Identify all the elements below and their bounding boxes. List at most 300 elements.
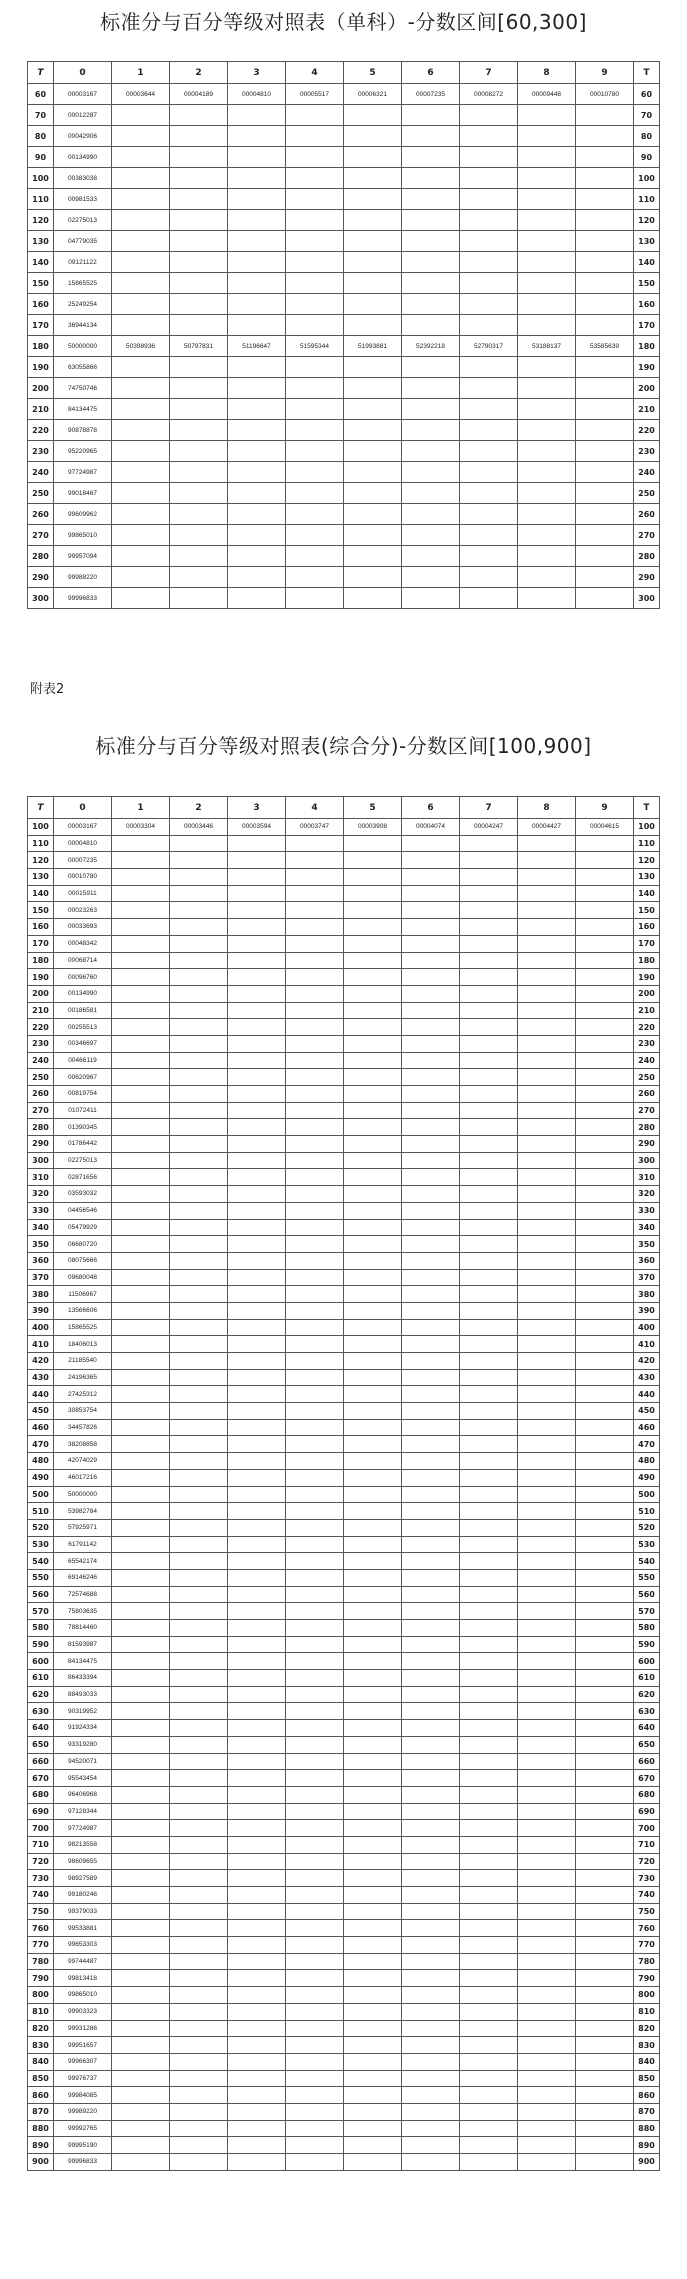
percentile-cell: [111, 2137, 169, 2154]
percentile-cell: 00004189: [169, 84, 227, 105]
percentile-cell: [343, 1536, 401, 1553]
percentile-cell: [343, 1186, 401, 1203]
percentile-cell: [227, 935, 285, 952]
row-score-label-right: 500: [633, 1486, 659, 1503]
percentile-cell: [343, 885, 401, 902]
percentile-cell: [343, 1920, 401, 1937]
percentile-cell: [111, 1169, 169, 1186]
row-score-label: 480: [28, 1453, 54, 1470]
percentile-cell: [343, 189, 401, 210]
row-score-label-right: 520: [633, 1519, 659, 1536]
percentile-cell: [227, 1469, 285, 1486]
percentile-cell: [343, 1319, 401, 1336]
percentile-cell: [227, 1770, 285, 1787]
percentile-cell: [459, 1636, 517, 1653]
row-score-label-right: 600: [633, 1653, 659, 1670]
percentile-cell: [227, 1236, 285, 1253]
row-score-label: 300: [28, 1152, 54, 1169]
row-score-label: 540: [28, 1553, 54, 1570]
percentile-cell: [401, 420, 459, 441]
table-title-single-subject: 标准分与百分等级对照表（单科）-分数区间[60,300]: [100, 10, 587, 34]
percentile-cell: [575, 1836, 633, 1853]
percentile-cell: [227, 1786, 285, 1803]
percentile-cell: [169, 2037, 227, 2054]
row-score-label: 580: [28, 1620, 54, 1637]
percentile-cell: [111, 1903, 169, 1920]
percentile-cell: [401, 1369, 459, 1386]
row-score-label: 260: [28, 504, 54, 525]
percentile-cell: [169, 1536, 227, 1553]
row-score-label-right: 190: [633, 969, 659, 986]
row-score-label-right: 260: [633, 504, 659, 525]
percentile-cell: [459, 1252, 517, 1269]
percentile-cell: [343, 1770, 401, 1787]
percentile-cell: [343, 357, 401, 378]
percentile-cell: 65542174: [53, 1553, 111, 1570]
percentile-cell: [169, 1603, 227, 1620]
row-score-label: 280: [28, 1119, 54, 1136]
percentile-cell: [343, 1887, 401, 1904]
table-row: [28, 2137, 660, 2154]
table-row: [28, 1186, 660, 1203]
percentile-cell: [459, 1937, 517, 1954]
percentile-cell: [459, 1236, 517, 1253]
table-row: [28, 1136, 660, 1153]
percentile-cell: [517, 2120, 575, 2137]
table-row: [28, 378, 660, 399]
percentile-cell: [343, 1987, 401, 2004]
percentile-cell: [343, 483, 401, 504]
percentile-cell: [517, 1770, 575, 1787]
percentile-cell: [111, 869, 169, 886]
percentile-cell: [459, 462, 517, 483]
percentile-cell: [517, 1887, 575, 1904]
row-score-label: 690: [28, 1803, 54, 1820]
percentile-cell: [343, 420, 401, 441]
percentile-cell: [285, 1286, 343, 1303]
percentile-cell: [575, 902, 633, 919]
percentile-cell: 00033693: [53, 919, 111, 936]
row-score-label: 300: [28, 588, 54, 609]
percentile-cell: [401, 1035, 459, 1052]
percentile-cell: [575, 869, 633, 886]
percentile-cell: 00015911: [53, 885, 111, 902]
percentile-cell: [459, 420, 517, 441]
percentile-cell: [111, 1086, 169, 1103]
percentile-cell: [169, 835, 227, 852]
row-score-label-right: 160: [633, 919, 659, 936]
percentile-cell: [227, 168, 285, 189]
percentile-cell: [459, 1436, 517, 1453]
percentile-cell: [285, 1252, 343, 1269]
percentile-cell: [517, 1119, 575, 1136]
percentile-cell: [575, 919, 633, 936]
percentile-cell: [227, 1836, 285, 1853]
percentile-cell: [401, 1486, 459, 1503]
table-row: [28, 1286, 660, 1303]
table-row: [28, 399, 660, 420]
percentile-cell: 99951657: [53, 2037, 111, 2054]
percentile-cell: [169, 1853, 227, 1870]
percentile-cell: [111, 1720, 169, 1737]
percentile-cell: [517, 1569, 575, 1586]
percentile-cell: [401, 969, 459, 986]
percentile-cell: [227, 1703, 285, 1720]
percentile-cell: [517, 1219, 575, 1236]
percentile-cell: [517, 1302, 575, 1319]
percentile-cell: [401, 357, 459, 378]
percentile-cell: [517, 252, 575, 273]
percentile-cell: [111, 1920, 169, 1937]
percentile-cell: [111, 2003, 169, 2020]
table-body: [28, 819, 660, 2171]
percentile-cell: [517, 1920, 575, 1937]
percentile-cell: [169, 1887, 227, 1904]
percentile-cell: [401, 1136, 459, 1153]
percentile-cell: [227, 1620, 285, 1637]
percentile-cell: [285, 1353, 343, 1370]
row-score-label: 500: [28, 1486, 54, 1503]
percentile-cell: [459, 1903, 517, 1920]
percentile-cell: [401, 1436, 459, 1453]
percentile-cell: 00255513: [53, 1019, 111, 1036]
percentile-cell: [169, 1169, 227, 1186]
row-score-label-right: 880: [633, 2120, 659, 2137]
percentile-cell: [517, 1703, 575, 1720]
row-score-label: 90: [28, 147, 54, 168]
percentile-cell: [517, 1620, 575, 1637]
row-score-label: 880: [28, 2120, 54, 2137]
percentile-cell: [575, 1403, 633, 1420]
percentile-cell: [111, 1853, 169, 1870]
percentile-cell: [517, 2020, 575, 2037]
percentile-cell: [517, 1469, 575, 1486]
percentile-cell: 00003594: [227, 819, 285, 836]
percentile-cell: [285, 2070, 343, 2087]
percentile-cell: [227, 2053, 285, 2070]
percentile-cell: [169, 1386, 227, 1403]
percentile-cell: [169, 378, 227, 399]
percentile-cell: 99988220: [53, 567, 111, 588]
percentile-cell: [575, 2053, 633, 2070]
percentile-cell: [517, 357, 575, 378]
percentile-cell: [575, 1302, 633, 1319]
percentile-cell: [575, 1887, 633, 1904]
percentile-cell: [401, 525, 459, 546]
percentile-cell: [343, 1369, 401, 1386]
percentile-cell: [169, 420, 227, 441]
row-score-label: 440: [28, 1386, 54, 1403]
percentile-cell: [459, 1102, 517, 1119]
table-row: [28, 567, 660, 588]
percentile-cell: [517, 1086, 575, 1103]
percentile-cell: [459, 1853, 517, 1870]
percentile-cell: [459, 2087, 517, 2104]
table-row: [28, 1603, 660, 1620]
table-row: [28, 985, 660, 1002]
percentile-cell: [285, 935, 343, 952]
table-row: [28, 420, 660, 441]
percentile-cell: [517, 420, 575, 441]
row-score-label: 170: [28, 935, 54, 952]
percentile-cell: 98213558: [53, 1836, 111, 1853]
percentile-cell: [517, 1286, 575, 1303]
percentile-cell: [517, 1937, 575, 1954]
percentile-cell: [575, 2037, 633, 2054]
percentile-cell: [111, 1753, 169, 1770]
percentile-cell: [517, 1252, 575, 1269]
percentile-cell: [575, 1953, 633, 1970]
row-score-label-right: 400: [633, 1319, 659, 1336]
table-row: [28, 885, 660, 902]
percentile-cell: [401, 1937, 459, 1954]
header-t: T: [28, 797, 54, 819]
percentile-cell: [517, 1636, 575, 1653]
row-score-label: 100: [28, 168, 54, 189]
row-score-label-right: 360: [633, 1252, 659, 1269]
percentile-cell: [285, 1519, 343, 1536]
row-score-label: 250: [28, 1069, 54, 1086]
percentile-cell: [227, 399, 285, 420]
percentile-cell: 00346697: [53, 1035, 111, 1052]
percentile-cell: 99984085: [53, 2087, 111, 2104]
percentile-cell: [343, 1386, 401, 1403]
row-score-label-right: 550: [633, 1569, 659, 1586]
percentile-cell: [459, 294, 517, 315]
percentile-cell: [459, 969, 517, 986]
percentile-cell: [575, 1186, 633, 1203]
percentile-cell: [285, 1086, 343, 1103]
percentile-cell: [401, 1002, 459, 1019]
percentile-cell: [459, 1920, 517, 1937]
percentile-cell: 97128344: [53, 1803, 111, 1820]
percentile-cell: [111, 441, 169, 462]
percentile-cell: [169, 1136, 227, 1153]
percentile-cell: [169, 210, 227, 231]
percentile-cell: 84134475: [53, 1653, 111, 1670]
percentile-cell: [517, 1553, 575, 1570]
percentile-cell: [169, 1369, 227, 1386]
row-score-label-right: 210: [633, 1002, 659, 1019]
percentile-cell: [227, 1636, 285, 1653]
percentile-cell: [169, 2020, 227, 2037]
percentile-cell: 99653303: [53, 1937, 111, 1954]
percentile-cell: [227, 1686, 285, 1703]
table-row: [28, 902, 660, 919]
percentile-cell: [285, 147, 343, 168]
percentile-cell: [459, 935, 517, 952]
percentile-cell: [459, 1386, 517, 1403]
table-row: [28, 1503, 660, 1520]
percentile-cell: [343, 1803, 401, 1820]
table-row: [28, 1436, 660, 1453]
percentile-cell: [285, 985, 343, 1002]
percentile-cell: [169, 1803, 227, 1820]
percentile-cell: 61791142: [53, 1536, 111, 1553]
percentile-cell: [401, 2003, 459, 2020]
row-score-label: 840: [28, 2053, 54, 2070]
percentile-cell: [227, 1269, 285, 1286]
percentile-cell: [459, 525, 517, 546]
row-score-label: 340: [28, 1219, 54, 1236]
percentile-cell: [111, 885, 169, 902]
percentile-cell: 51595344: [285, 336, 343, 357]
percentile-cell: [227, 1336, 285, 1353]
percentile-cell: [343, 1035, 401, 1052]
percentile-cell: [285, 252, 343, 273]
percentile-cell: [285, 1319, 343, 1336]
percentile-cell: [227, 588, 285, 609]
percentile-cell: [169, 399, 227, 420]
percentile-cell: [575, 378, 633, 399]
percentile-cell: [401, 2154, 459, 2171]
row-score-label-right: 720: [633, 1853, 659, 1870]
row-score-label: 570: [28, 1603, 54, 1620]
percentile-cell: [517, 1236, 575, 1253]
percentile-cell: [343, 273, 401, 294]
percentile-cell: [517, 168, 575, 189]
row-score-label-right: 140: [633, 885, 659, 902]
table-row: [28, 1803, 660, 1820]
percentile-cell: [169, 2003, 227, 2020]
percentile-cell: [401, 1069, 459, 1086]
table-row: [28, 1169, 660, 1186]
header-digit-9: 9: [575, 62, 633, 84]
percentile-cell: [575, 885, 633, 902]
row-score-label-right: 470: [633, 1436, 659, 1453]
percentile-cell: [459, 1119, 517, 1136]
percentile-cell: [227, 1119, 285, 1136]
percentile-cell: [227, 985, 285, 1002]
percentile-cell: [459, 1887, 517, 1904]
percentile-cell: [459, 2053, 517, 2070]
percentile-cell: [111, 231, 169, 252]
percentile-cell: 09680048: [53, 1269, 111, 1286]
percentile-cell: [517, 1786, 575, 1803]
percentile-cell: [575, 1469, 633, 1486]
percentile-cell: [575, 985, 633, 1002]
percentile-cell: [343, 1870, 401, 1887]
percentile-cell: 00007235: [53, 852, 111, 869]
row-score-label-right: 220: [633, 1019, 659, 1036]
percentile-cell: [227, 1970, 285, 1987]
percentile-cell: [285, 1186, 343, 1203]
percentile-cell: [517, 1720, 575, 1737]
percentile-cell: [111, 935, 169, 952]
table-title-composite: 标准分与百分等级对照表(综合分)-分数区间[100,900]: [95, 734, 592, 758]
row-score-label: 130: [28, 869, 54, 886]
percentile-cell: [343, 2087, 401, 2104]
percentile-cell: 69146246: [53, 1569, 111, 1586]
percentile-cell: [401, 1887, 459, 1904]
row-score-label-right: 580: [633, 1620, 659, 1637]
percentile-cell: [575, 1436, 633, 1453]
percentile-cell: [227, 1603, 285, 1620]
row-score-label-right: 290: [633, 567, 659, 588]
percentile-cell: [401, 885, 459, 902]
percentile-cell: [111, 1319, 169, 1336]
percentile-cell: [517, 852, 575, 869]
percentile-cell: [285, 462, 343, 483]
row-score-label: 700: [28, 1820, 54, 1837]
header-digit-1: 1: [111, 797, 169, 819]
percentile-cell: [401, 1686, 459, 1703]
row-score-label: 560: [28, 1586, 54, 1603]
percentile-cell: [401, 2037, 459, 2054]
table-row: [28, 1720, 660, 1737]
percentile-cell: [111, 273, 169, 294]
percentile-cell: [111, 210, 169, 231]
row-score-label-right: 850: [633, 2070, 659, 2087]
row-score-label: 490: [28, 1469, 54, 1486]
percentile-cell: [575, 231, 633, 252]
percentile-cell: [111, 378, 169, 399]
percentile-cell: [169, 1086, 227, 1103]
percentile-cell: 01786442: [53, 1136, 111, 1153]
percentile-cell: [401, 1553, 459, 1570]
percentile-cell: [227, 462, 285, 483]
table-row: [28, 231, 660, 252]
percentile-cell: 99744487: [53, 1953, 111, 1970]
percentile-cell: [111, 1102, 169, 1119]
percentile-cell: [459, 2003, 517, 2020]
row-score-label-right: 290: [633, 1136, 659, 1153]
percentile-cell: [517, 1035, 575, 1052]
percentile-cell: 99018467: [53, 483, 111, 504]
percentile-cell: 84134475: [53, 399, 111, 420]
percentile-cell: [227, 1019, 285, 1036]
percentile-cell: 99957094: [53, 546, 111, 567]
percentile-cell: [459, 504, 517, 525]
percentile-cell: [227, 231, 285, 252]
percentile-cell: 00004074: [401, 819, 459, 836]
percentile-cell: [227, 1286, 285, 1303]
percentile-cell: [517, 315, 575, 336]
percentile-cell: [169, 935, 227, 952]
percentile-cell: [227, 525, 285, 546]
percentile-cell: [111, 147, 169, 168]
percentile-cell: [401, 869, 459, 886]
percentile-cell: [343, 1853, 401, 1870]
table-row: [28, 210, 660, 231]
row-score-label-right: 420: [633, 1353, 659, 1370]
percentile-cell: [459, 105, 517, 126]
percentile-cell: [575, 1019, 633, 1036]
percentile-cell: [401, 1636, 459, 1653]
percentile-cell: [227, 1920, 285, 1937]
percentile-cell: [575, 1870, 633, 1887]
row-score-label: 790: [28, 1970, 54, 1987]
row-score-label: 420: [28, 1353, 54, 1370]
percentile-cell: 01072411: [53, 1102, 111, 1119]
percentile-cell: [285, 1269, 343, 1286]
percentile-cell: [401, 935, 459, 952]
percentile-cell: [343, 1937, 401, 1954]
percentile-cell: [517, 1853, 575, 1870]
percentile-cell: [343, 2053, 401, 2070]
percentile-cell: [169, 252, 227, 273]
percentile-cell: [343, 399, 401, 420]
percentile-cell: [285, 2003, 343, 2020]
percentile-cell: [575, 969, 633, 986]
percentile-cell: [343, 1503, 401, 1520]
percentile-cell: 05479929: [53, 1219, 111, 1236]
percentile-cell: [169, 1403, 227, 1420]
percentile-cell: [459, 835, 517, 852]
percentile-cell: [227, 2003, 285, 2020]
row-score-label: 590: [28, 1636, 54, 1653]
row-score-label-right: 200: [633, 378, 659, 399]
